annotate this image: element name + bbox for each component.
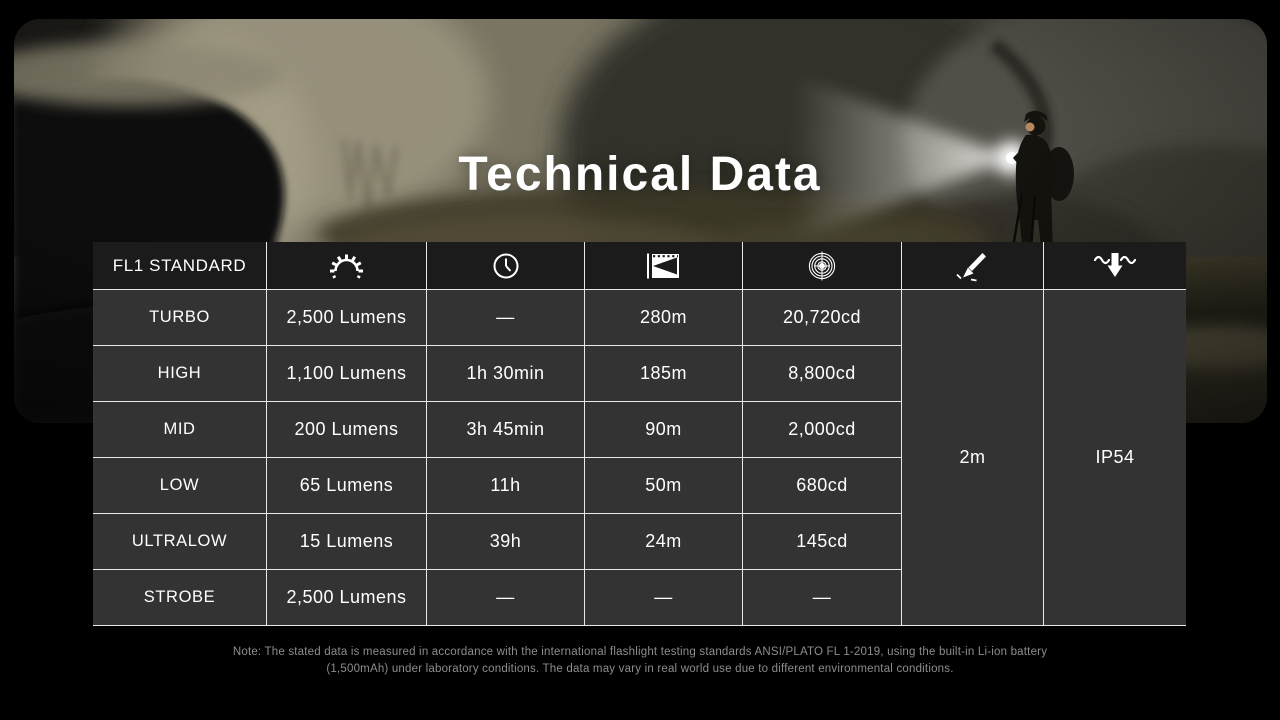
mode-cell: HIGH — [93, 346, 267, 402]
runtime-cell: — — [427, 290, 585, 346]
mode-cell: LOW — [93, 458, 267, 514]
page-title: Technical Data — [458, 148, 822, 201]
distance-cell: 50m — [585, 458, 743, 514]
luminosity-icon — [328, 250, 365, 281]
intensity-cell: 2,000cd — [743, 402, 902, 458]
footnote-line-2: (1,500mAh) under laboratory conditions. The data may vary in real world use due to different environmental conditions. — [326, 663, 954, 675]
mode-cell: MID — [93, 402, 267, 458]
mode-cell: STROBE — [93, 570, 267, 626]
runtime-icon — [491, 251, 521, 281]
impact-resistance-icon — [955, 250, 991, 282]
lumens-cell: 1,100 Lumens — [267, 346, 427, 402]
lumens-cell: 65 Lumens — [267, 458, 427, 514]
column-header-runtime — [427, 242, 585, 290]
column-header-peak-intensity — [743, 242, 902, 290]
lumens-cell: 200 Lumens — [267, 402, 427, 458]
water-resistance-cell: IP54 — [1044, 290, 1186, 626]
footnote — [0, 644, 1280, 678]
distance-cell: 280m — [585, 290, 743, 346]
intensity-cell: 8,800cd — [743, 346, 902, 402]
table-corner-header: FL1 STANDARD — [93, 242, 267, 290]
fl1-standard-table — [93, 242, 1186, 626]
distance-cell: 24m — [585, 514, 743, 570]
runtime-cell: 11h — [427, 458, 585, 514]
distance-cell: 185m — [585, 346, 743, 402]
distance-cell: — — [585, 570, 743, 626]
intensity-cell: 145cd — [743, 514, 902, 570]
lumens-cell: 2,500 Lumens — [267, 290, 427, 346]
column-header-water-resistance — [1044, 242, 1186, 290]
distance-cell: 90m — [585, 402, 743, 458]
beam-distance-icon — [646, 251, 682, 281]
mode-cell: TURBO — [93, 290, 267, 346]
runtime-cell: 1h 30min — [427, 346, 585, 402]
impact-resistance-cell: 2m — [902, 290, 1044, 626]
water-resistance-icon — [1093, 251, 1137, 281]
lumens-cell: 2,500 Lumens — [267, 570, 427, 626]
lumens-cell: 15 Lumens — [267, 514, 427, 570]
peak-intensity-icon — [806, 250, 838, 282]
intensity-cell: 680cd — [743, 458, 902, 514]
intensity-cell: — — [743, 570, 902, 626]
column-header-luminosity — [267, 242, 427, 290]
column-header-beam-distance — [585, 242, 743, 290]
runtime-cell: 39h — [427, 514, 585, 570]
runtime-cell: — — [427, 570, 585, 626]
runtime-cell: 3h 45min — [427, 402, 585, 458]
column-header-impact-resistance — [902, 242, 1044, 290]
mode-cell: ULTRALOW — [93, 514, 267, 570]
intensity-cell: 20,720cd — [743, 290, 902, 346]
footnote-line-1: Note: The stated data is measured in accordance with the international flashlight testing standards ANSI/PLATO FL 1-2019, using the built-in Li-ion battery — [232, 646, 1048, 658]
